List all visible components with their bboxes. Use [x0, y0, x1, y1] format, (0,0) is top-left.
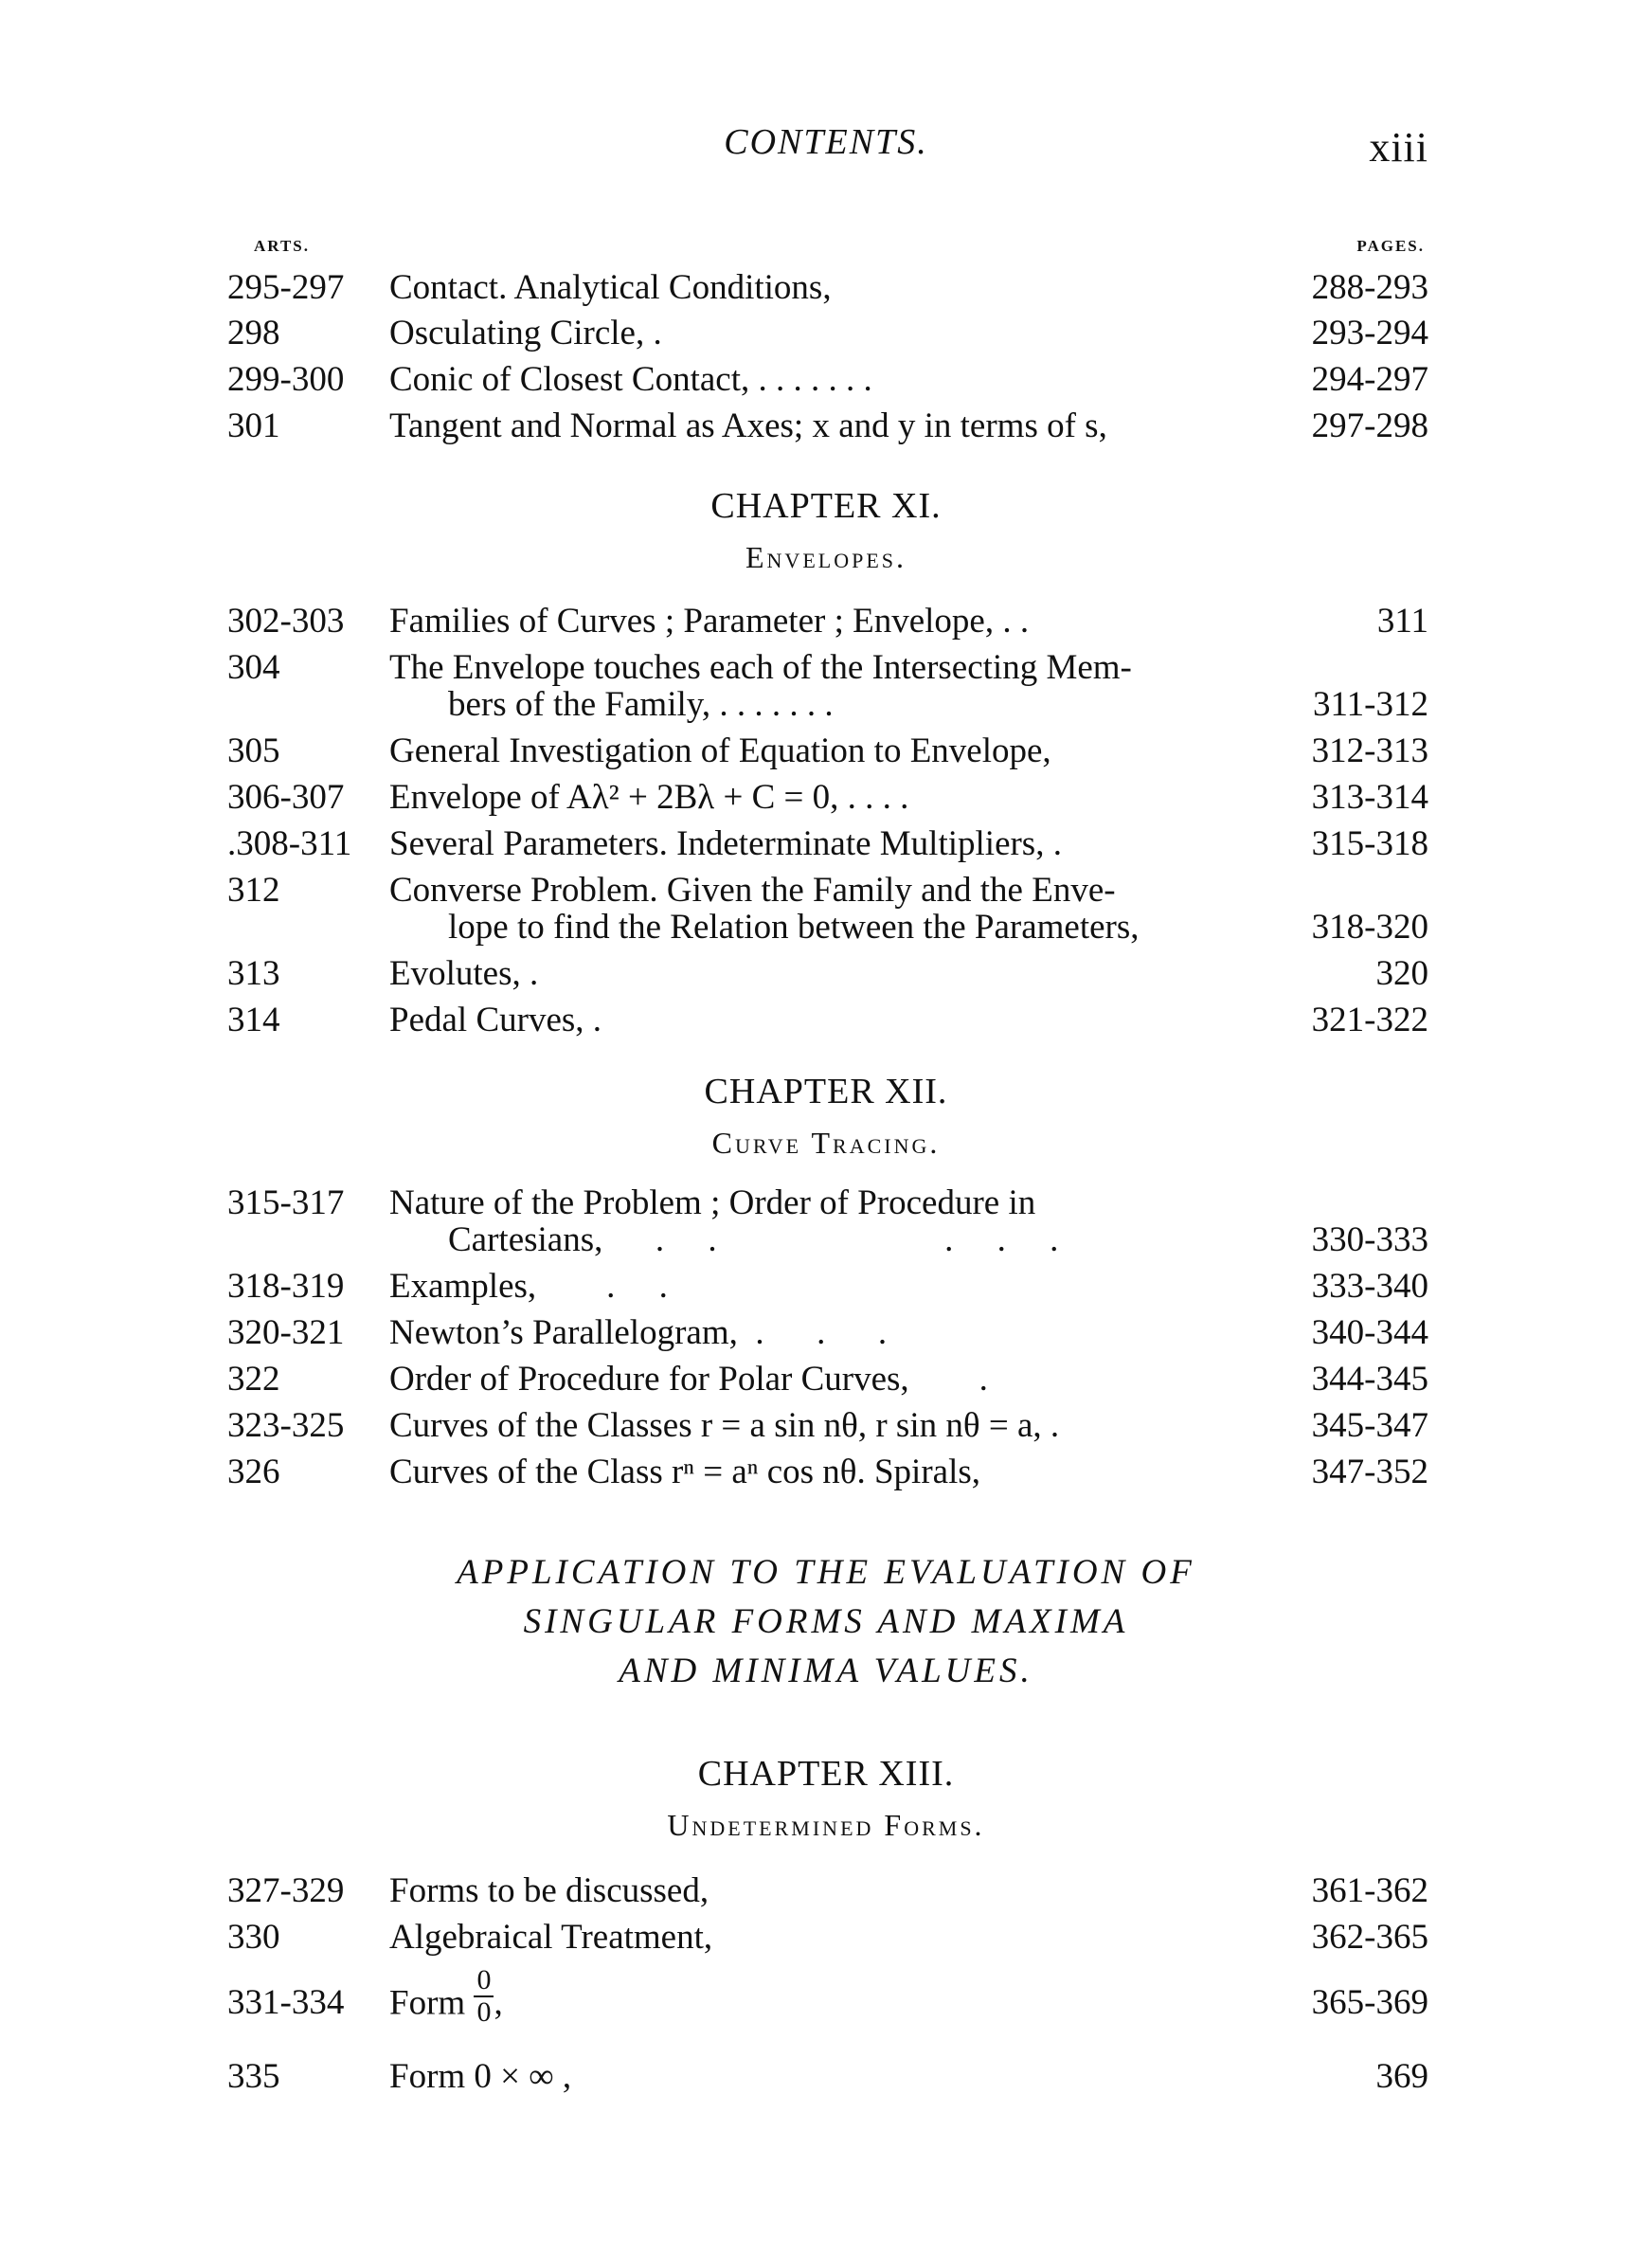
toc-title: Form 0 × ∞ , [389, 2057, 572, 2096]
toc-title: General Investigation of Equation to Envelope, [389, 731, 1051, 770]
toc-title: Osculating Circle, . [389, 314, 662, 352]
toc-title: Tangent and Normal as Axes; x and y in terms of s, [389, 406, 1107, 445]
toc-pages: 315-318 [1311, 824, 1428, 863]
toc-art: 295-297 [227, 268, 345, 307]
toc-art: 306-307 [227, 778, 345, 817]
toc-art: 312 [227, 871, 280, 910]
toc-title: Families of Curves ; Parameter ; Envelope, . . [389, 602, 1030, 641]
part-heading-line1: APPLICATION TO THE EVALUATION OF [457, 1553, 1195, 1592]
toc-pages: 345-347 [1311, 1406, 1428, 1445]
running-head [0, 121, 1652, 178]
toc-pages: 362-365 [1311, 1918, 1428, 1957]
toc-pages: 361-362 [1311, 1871, 1428, 1910]
toc-art: 335 [227, 2057, 280, 2096]
fraction [474, 1965, 494, 2028]
toc-pages: 294-297 [1311, 360, 1428, 399]
toc-art: 320-321 [227, 1313, 345, 1352]
toc-title [389, 1964, 1299, 2028]
toc-title-line1: Converse Problem. Given the Family and the Enve- [389, 871, 1116, 910]
toc-title-line2: bers of the Family, . . . . . . . [448, 685, 834, 724]
toc-pages: 333-340 [1311, 1267, 1428, 1306]
toc-art: 314 [227, 1001, 280, 1039]
toc-art: 301 [227, 406, 280, 445]
toc-title: Pedal Curves, . [389, 1001, 602, 1039]
toc-art: 330 [227, 1918, 280, 1957]
toc-title: Curves of the Class rⁿ = aⁿ cos nθ. Spirals, [389, 1453, 981, 1491]
toc-title: Conic of Closest Contact, . . . . . . . [389, 360, 872, 399]
chapter-subtitle: Curve Tracing. [711, 1126, 941, 1160]
toc-title-line2: lope to find the Relation between the Parameters, [448, 908, 1140, 947]
toc-art: .308-311 [227, 824, 352, 863]
column-header-pages: PAGES. [1356, 237, 1425, 255]
toc-title: Examples, . . [389, 1267, 668, 1306]
toc-art: 315-317 [227, 1183, 345, 1222]
toc-title-text: Form [389, 1983, 466, 2023]
fraction-denominator: 0 [476, 1996, 492, 2028]
toc-art: 305 [227, 731, 280, 770]
toc-title [389, 872, 1299, 946]
part-heading [0, 1548, 1652, 1696]
toc-pages: 313-314 [1311, 778, 1428, 817]
toc-pages: 311 [1376, 602, 1428, 641]
toc-art: 298 [227, 314, 280, 352]
toc-title-suffix: , [494, 1983, 503, 2023]
toc-title: Curves of the Classes r = a sin nθ, r sin nθ = a, . [389, 1406, 1060, 1445]
chapter-heading: CHAPTER XIII. [697, 1754, 955, 1794]
toc-title-line1: The Envelope touches each of the Intersecting Mem- [389, 648, 1132, 687]
toc-art: 322 [227, 1360, 280, 1399]
toc-title: Contact. Analytical Conditions, [389, 268, 832, 307]
toc-title [389, 649, 1299, 723]
toc-art: 331-334 [227, 1983, 345, 2022]
chapter-heading: CHAPTER XI. [710, 486, 942, 526]
toc-art: 326 [227, 1453, 280, 1491]
fraction-numerator: 0 [474, 1965, 494, 1997]
toc-art: 327-329 [227, 1871, 345, 1910]
toc-pages: 288-293 [1311, 268, 1428, 307]
toc-pages: 320 [1375, 954, 1428, 993]
toc-pages: 344-345 [1311, 1360, 1428, 1399]
toc-title: Algebraical Treatment, [389, 1918, 713, 1957]
toc-title-line1: Nature of the Problem ; Order of Procedure in [389, 1183, 1036, 1222]
running-head-title: CONTENTS. [724, 122, 928, 162]
toc-title-line2: Cartesians, . . . . . [448, 1220, 1059, 1259]
chapter-subtitle: Undetermined Forms. [667, 1808, 985, 1842]
toc-title: Newton’s Parallelogram, . . . [389, 1313, 888, 1352]
toc-title: Evolutes, . [389, 954, 539, 993]
chapter-heading: CHAPTER XII. [704, 1072, 948, 1111]
toc-title: Forms to be discussed, [389, 1871, 709, 1910]
page-number: xiii [1369, 124, 1428, 171]
toc-art: 323-325 [227, 1406, 345, 1445]
toc-pages: 312-313 [1311, 731, 1428, 770]
toc-art: 318-319 [227, 1267, 345, 1306]
toc-pages: 321-322 [1311, 1001, 1428, 1039]
toc-pages: 369 [1375, 2057, 1428, 2096]
part-heading-line2: SINGULAR FORMS AND MAXIMA [523, 1602, 1129, 1641]
toc-art: 299-300 [227, 360, 345, 399]
toc-pages: 293-294 [1311, 314, 1428, 352]
toc-art: 313 [227, 954, 280, 993]
part-heading-line3: AND MINIMA VALUES. [619, 1652, 1033, 1690]
toc-title: Several Parameters. Indeterminate Multipliers, . [389, 824, 1062, 863]
toc-pages: 318-320 [1311, 908, 1428, 947]
toc-title [389, 1184, 1299, 1258]
toc-art: 304 [227, 648, 280, 687]
column-header-arts: ARTS. [254, 237, 310, 255]
toc-art: 302-303 [227, 602, 345, 641]
toc-title: Envelope of Aλ² + 2Bλ + C = 0, . . . . [389, 778, 909, 817]
toc-pages: 297-298 [1311, 406, 1428, 445]
toc-pages: 340-344 [1311, 1313, 1428, 1352]
toc-pages: 365-369 [1311, 1983, 1428, 2022]
toc-pages: 347-352 [1311, 1453, 1428, 1491]
chapter-subtitle: Envelopes. [745, 540, 907, 574]
toc-pages: 311-312 [1313, 685, 1428, 724]
toc-title: Order of Procedure for Polar Curves, . [389, 1360, 988, 1399]
toc-pages: 330-333 [1311, 1220, 1428, 1259]
